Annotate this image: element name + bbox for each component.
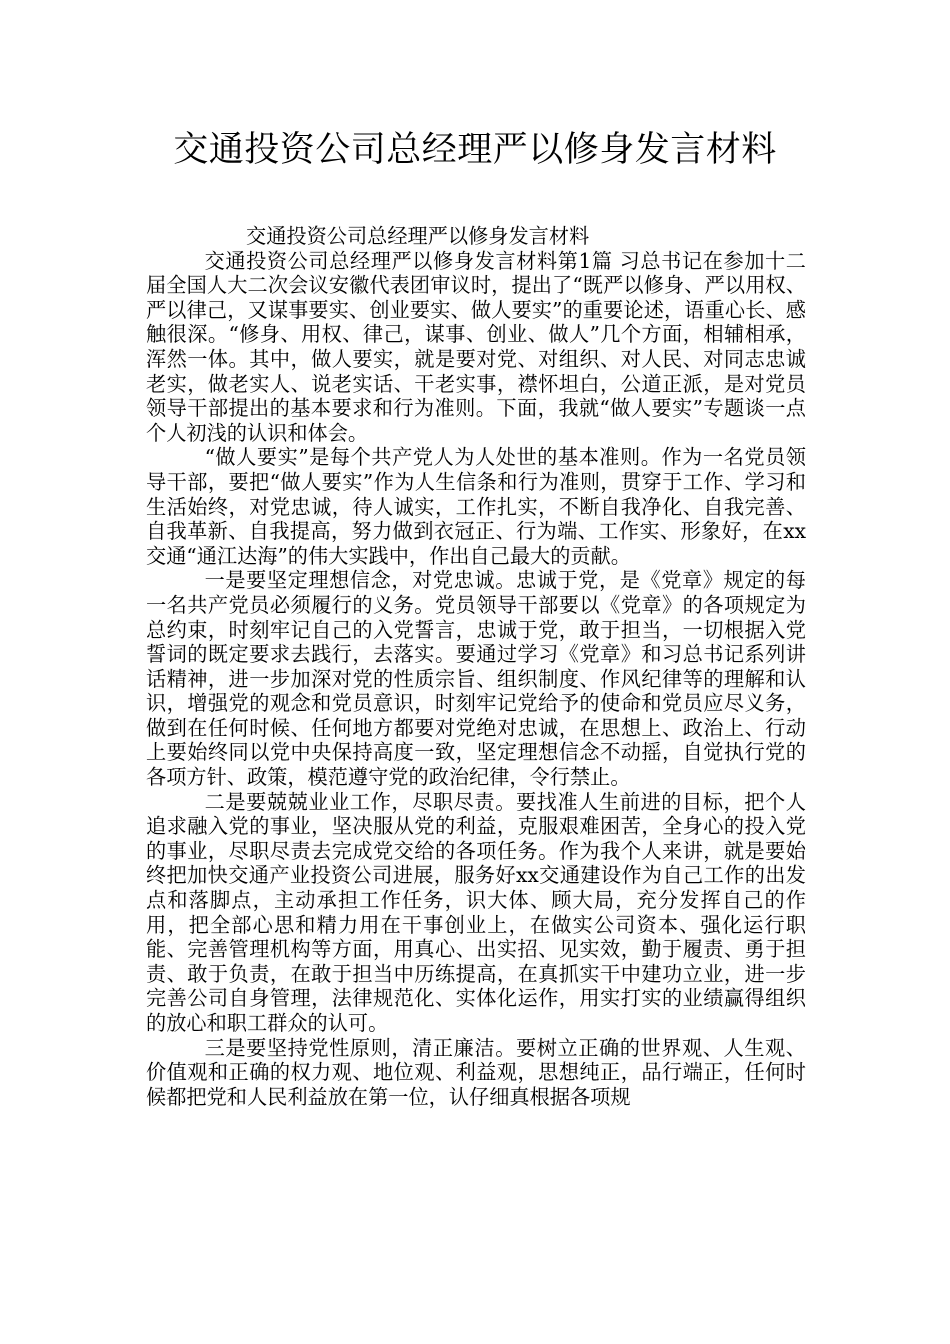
paragraph-5: 三是要坚持党性原则，清正廉洁。要树立正确的世界观、人生观、价值观和正确的权力观、地位观、利益观，思想纯正，品行端正，任何时候都把党和人民利益放在第一位，认仔细真根据各项规 [146,1035,806,1109]
document-title: 交通投资公司总经理严以修身发言材料 [173,130,777,170]
document-subtitle: 交通投资公司总经理严以修身发言材料 [246,224,590,248]
paragraph-2: “做人要实”是每个共产党人为人处世的基本准则。作为一名党员领导干部，要把“做人要实”作为人生信条和行为准则，贯穿于工作、学习和生活始终，对党忠诚，待人诚实，工作扎实，不断自我净化、自我完善、自我革新、自我提高，努力做到衣冠正、行为端、工作实、形象好，在xx交通“通江达海”的伟大实践中，作出自己最大的贡献。 [146,445,806,568]
document-body [146,224,806,1109]
paragraph-3: 一是要坚定理想信念，对党忠诚。忠诚于党，是《党章》规定的每一名共产党员必须履行的义务。党员领导干部要以《党章》的各项规定为总约束，时刻牢记自己的入党誓言，忠诚于党，敢于担当，一切根据入党誓词的既定要求去践行，去落实。要通过学习《党章》和习总书记系列讲话精神，进一步加深对党的性质宗旨、组织制度、作风纪律等的理解和认识，增强党的观念和党员意识，时刻牢记党给予的使命和党员应尽义务，做到在任何时候、任何地方都要对党绝对忠诚，在思想上、政治上、行动上要始终同以党中央保持高度一致，坚定理想信念不动摇，自觉执行党的各项方针、政策，模范遵守党的政治纪律，令行禁止。 [146,568,806,790]
paragraph-1: 交通投资公司总经理严以修身发言材料第1篇 习总书记在参加十二届全国人大二次会议安徽代表团审议时，提出了“既严以修身、严以用权、严以律己，又谋事要实、创业要实、做人要实”的重要论述，语重心长、感触很深。“修身、用权、律己，谋事、创业、做人”几个方面，相辅相承，浑然一体。其中，做人要实，就是要对党、对组织、对人民、对同志忠诚老实，做老实人、说老实话、干老实事，襟怀坦白，公道正派，是对党员领导干部提出的基本要求和行为准则。下面，我就“做人要实”专题谈一点个人初浅的认识和体会。 [146,248,806,445]
paragraph-4: 二是要兢兢业业工作，尽职尽责。要找准人生前进的目标，把个人追求融入党的事业，坚决服从党的利益，克服艰难困苦，全身心的投入党的事业，尽职尽责去完成党交给的各项任务。作为我个人来讲，就是要始终把加快交通产业投资公司进展，服务好xx交通建设作为自己工作的出发点和落脚点，主动承担工作任务，识大体、顾大局，充分发挥自己的作用，把全部心思和精力用在干事创业上，在做实公司资本、强化运行职能、完善管理机构等方面，用真心、出实招、见实效，勤于履责、勇于担责、敢于负责，在敢于担当中历练提高，在真抓实干中建功立业，进一步完善公司自身管理，法律规范化、实体化运作，用实打实的业绩赢得组织的放心和职工群众的认可。 [146,789,806,1035]
